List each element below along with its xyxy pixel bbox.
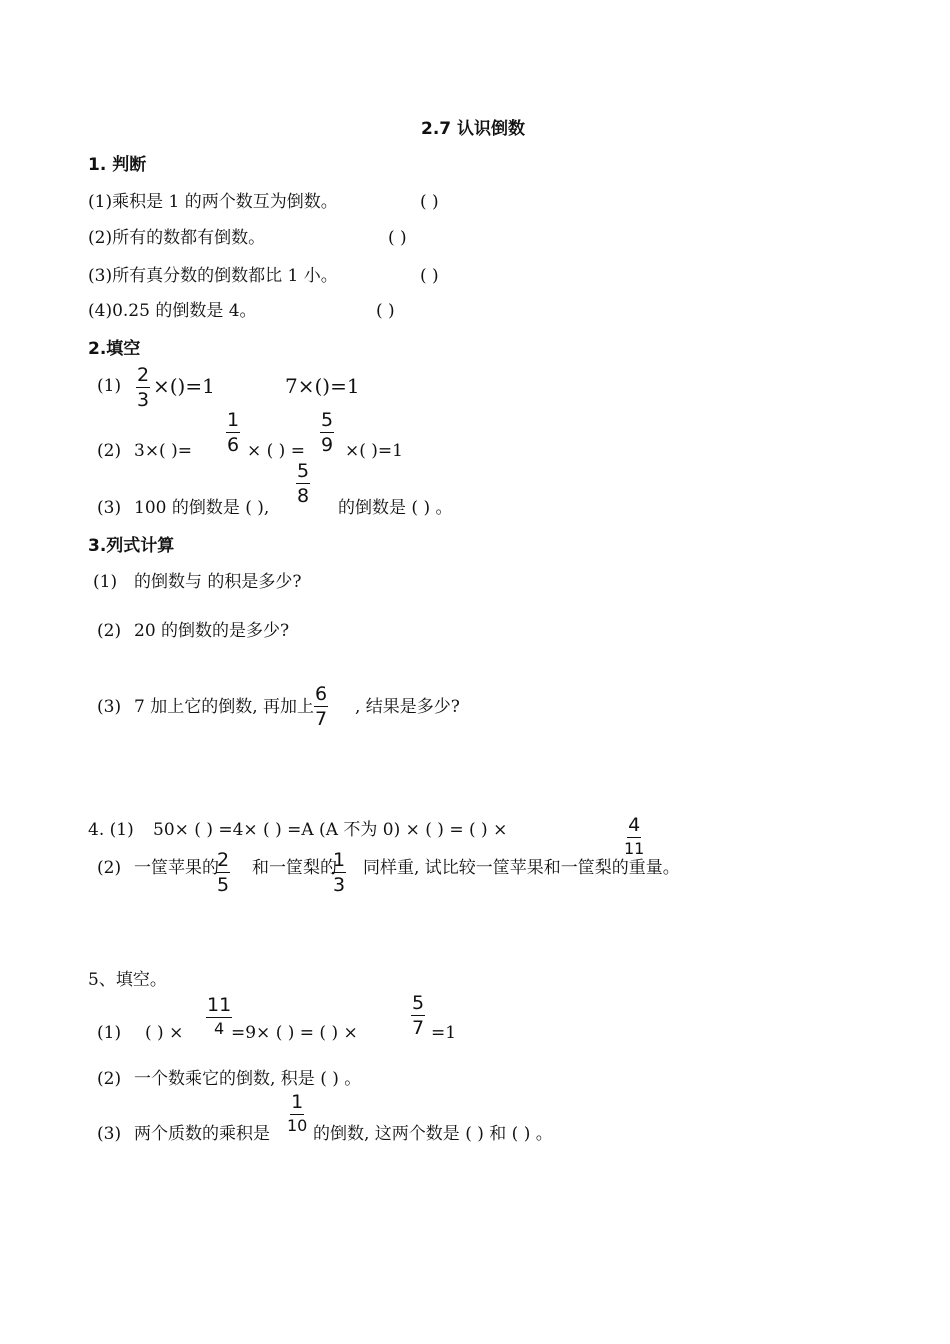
- fraction-6-7: [314, 685, 328, 729]
- fill-q2-part-b: × ( ) =: [247, 441, 305, 461]
- calc-q3-part-a: 7 加上它的倒数, 再加上: [134, 697, 315, 717]
- s5-q1-part-a: ( ) ×: [145, 1023, 184, 1043]
- q4-label: 4. (1): [88, 820, 134, 840]
- fraction-numerator: 5: [412, 992, 425, 1014]
- page-title: 2.7 认识倒数: [421, 119, 526, 139]
- fraction-5-9: [320, 411, 334, 455]
- s5-q2-label: (2): [97, 1069, 122, 1089]
- fill-q1-label: (1): [97, 376, 122, 396]
- fill-q3-part-a: 100 的倒数是 ( ),: [134, 498, 270, 518]
- fraction-numerator: 2: [217, 849, 230, 871]
- fraction-denominator: 5: [217, 874, 230, 896]
- section-3-heading: 3.列式计算: [88, 536, 175, 556]
- fraction-denominator: 7: [315, 708, 328, 730]
- q4-2-part-a: 一筐苹果的: [134, 858, 219, 878]
- fraction-numerator: 2: [137, 364, 150, 386]
- fraction-denominator: 10: [287, 1116, 308, 1135]
- fraction-1-10: [287, 1093, 307, 1134]
- fraction-2-5: [216, 851, 230, 895]
- calc-q3-label: (3): [97, 697, 122, 717]
- judge-item-2: (2)所有的数都有倒数。: [88, 228, 266, 248]
- fill-q1-expr-a: ×()=1: [153, 374, 215, 398]
- fraction-numerator: 4: [628, 814, 641, 836]
- judge-item-2-answer[interactable]: ( ): [388, 228, 407, 248]
- fraction-denominator: 4: [214, 1019, 225, 1038]
- judge-item-1-answer[interactable]: ( ): [420, 192, 439, 212]
- calc-q1-text: 的倒数与 的积是多少?: [134, 572, 302, 592]
- fraction-denominator: 3: [137, 389, 150, 411]
- fraction-numerator: 5: [321, 409, 334, 431]
- judge-item-1: (1)乘积是 1 的两个数互为倒数。: [88, 192, 338, 212]
- fraction-5-7: [411, 994, 425, 1038]
- fill-q2-part-c: ×( )=1: [345, 441, 403, 461]
- fraction-2-3: [136, 366, 150, 410]
- s5-q3-part-b: 的倒数, 这两个数是 ( ) 和 ( ) 。: [313, 1124, 553, 1144]
- fill-q3-part-b: 的倒数是 ( ) 。: [338, 498, 453, 518]
- section-1-heading: 1. 判断: [88, 155, 147, 175]
- q4-1-text: 50× ( ) =4× ( ) =A (A 不为 0) × ( ) = ( ) ×: [153, 820, 508, 840]
- fraction-numerator: 11: [207, 994, 232, 1016]
- judge-item-3: (3)所有真分数的倒数都比 1 小。: [88, 266, 338, 286]
- fraction-1-6: [226, 411, 240, 455]
- s5-q1-part-c: =1: [431, 1023, 457, 1043]
- fraction-denominator: 6: [227, 434, 240, 456]
- fill-q3-label: (3): [97, 498, 122, 518]
- q4-2-label: (2): [97, 858, 122, 878]
- fraction-5-8: [296, 462, 310, 506]
- calc-q2-label: (2): [97, 621, 122, 641]
- fraction-denominator: 7: [412, 1017, 425, 1039]
- fraction-11-4: [206, 996, 232, 1037]
- fraction-denominator: 3: [333, 874, 346, 896]
- judge-item-3-answer[interactable]: ( ): [420, 266, 439, 286]
- calc-q3-part-b: , 结果是多少?: [355, 697, 460, 717]
- section-5-heading: 5、填空。: [88, 970, 167, 990]
- section-2-heading: 2.填空: [88, 339, 141, 359]
- calc-q2-text: 20 的倒数的是多少?: [134, 621, 290, 641]
- s5-q3-label: (3): [97, 1124, 122, 1144]
- fraction-denominator: 11: [624, 839, 645, 858]
- fraction-numerator: 6: [315, 683, 328, 705]
- fraction-4-11: [624, 816, 644, 857]
- q4-2-part-c: 同样重, 试比较一筐苹果和一筐梨的重量。: [363, 858, 680, 878]
- calc-q1-label: (1): [93, 572, 118, 592]
- fill-q1-expr-b: 7×()=1: [285, 374, 360, 398]
- fill-q2-part-a: 3×( )=: [134, 441, 192, 461]
- fraction-numerator: 5: [297, 460, 310, 482]
- s5-q2-text: 一个数乘它的倒数, 积是 ( ) 。: [134, 1069, 362, 1089]
- fraction-numerator: 1: [333, 849, 346, 871]
- q4-2-part-b: 和一筐梨的: [252, 858, 337, 878]
- s5-q3-part-a: 两个质数的乘积是: [134, 1124, 270, 1144]
- fraction-numerator: 1: [227, 409, 240, 431]
- fraction-denominator: 9: [321, 434, 334, 456]
- judge-item-4-answer[interactable]: ( ): [376, 301, 395, 321]
- s5-q1-part-b: =9× ( ) = ( ) ×: [231, 1023, 358, 1043]
- fraction-denominator: 8: [297, 485, 310, 507]
- s5-q1-label: (1): [97, 1023, 122, 1043]
- fraction-numerator: 1: [291, 1091, 304, 1113]
- fill-q2-label: (2): [97, 441, 122, 461]
- fraction-1-3: [332, 851, 346, 895]
- judge-item-4: (4)0.25 的倒数是 4。: [88, 301, 257, 321]
